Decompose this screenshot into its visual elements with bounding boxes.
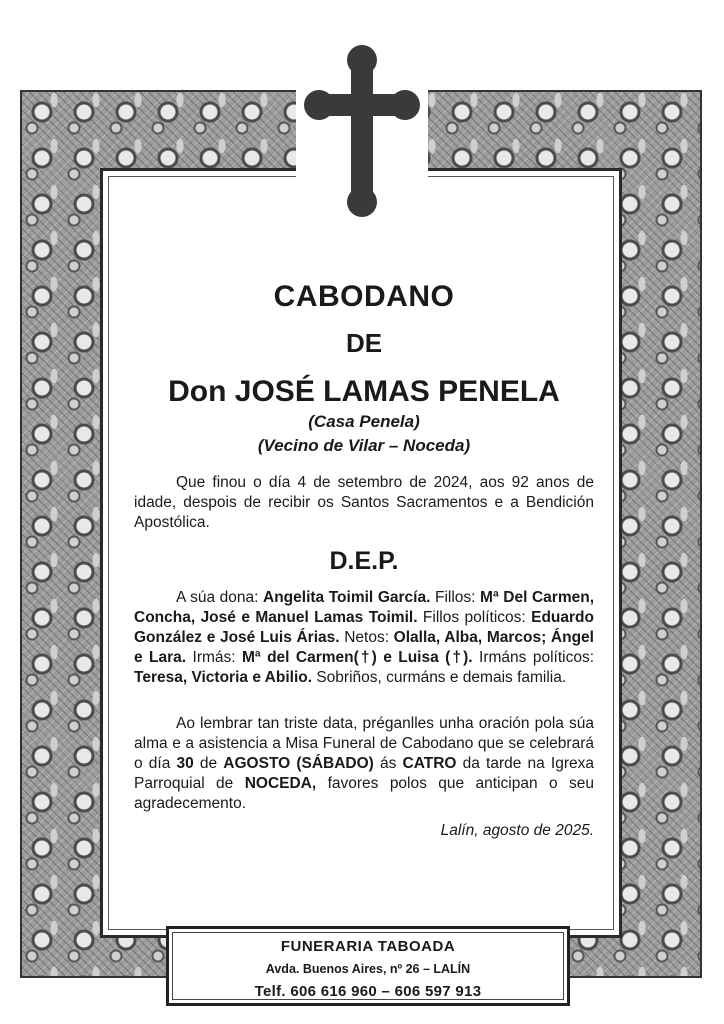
family-paragraph — [134, 588, 594, 688]
place-date: Lalín, agosto de 2025. — [440, 822, 594, 839]
funeral-home-box — [166, 926, 570, 1006]
notice-content — [134, 280, 594, 840]
funeral-home-name: FUNERARIA TABOADA — [280, 938, 456, 955]
mass-text: de — [193, 755, 224, 772]
neighbor-of: (Vecino de Vilar – Noceda) — [257, 436, 471, 455]
family-text: Netos: — [339, 629, 394, 646]
mass-text: Ao lembrar tan triste data, préganlles unha oración pola súa alma e a asistencia a Misa Funeral de Cabodano que se celebrará o día — [134, 715, 594, 772]
funeral-home-phone: Telf. 606 616 960 – 606 597 913 — [254, 983, 482, 1000]
notice-de: DE — [345, 328, 383, 358]
mass-paragraph — [134, 714, 594, 814]
mass-hour: CATRO — [402, 755, 457, 772]
mass-text: ás — [373, 755, 403, 772]
mass-day: 30 — [176, 755, 194, 772]
family-name: Olalla, Alba, Marcos; Ángel e Lara. — [134, 629, 594, 666]
family-text: A súa dona: — [176, 589, 264, 606]
dep-heading: D.E.P. — [329, 547, 399, 575]
house-name: (Casa Penela) — [308, 412, 420, 431]
family-text: Fillos: — [430, 589, 481, 606]
family-name: Teresa, Victoria e Abilio. — [134, 669, 313, 686]
family-text: Sobriños, curmáns e demais familia. — [312, 669, 567, 686]
family-text: Irmás: — [186, 649, 242, 666]
family-text: Irmáns políticos: — [472, 649, 595, 666]
deceased-name: Don JOSÉ LAMAS PENELA — [168, 375, 560, 408]
death-paragraph: Que finou o día 4 de setembro de 2024, aos 92 anos de idade, despois de recibir os Santos Sacramentos e a Bendición Apostólica. — [134, 474, 594, 531]
funeral-home-address: Avda. Buenos Aires, nº 26 – LALÍN — [265, 962, 471, 976]
mass-text: favores polos que anticipan o seu agradecemento. — [134, 775, 594, 812]
family-name: Mª Del Carmen, Concha, José e Manuel Lamas Toimil. — [134, 589, 595, 626]
mass-month: AGOSTO (SÁBADO) — [223, 755, 374, 772]
family-name: Eduardo González e José Luis Árias. — [134, 609, 594, 646]
mass-parish: NOCEDA, — [244, 775, 317, 792]
family-name: Mª del Carmen(†) e Luisa (†). — [242, 649, 473, 666]
family-text: Fillos políticos: — [417, 609, 532, 626]
cross-icon — [303, 44, 421, 218]
family-name: Angelita Toimil García. — [263, 589, 431, 606]
mass-text: da tarde na Igrexa Parroquial de — [134, 755, 595, 792]
notice-title: CABODANO — [273, 280, 455, 313]
